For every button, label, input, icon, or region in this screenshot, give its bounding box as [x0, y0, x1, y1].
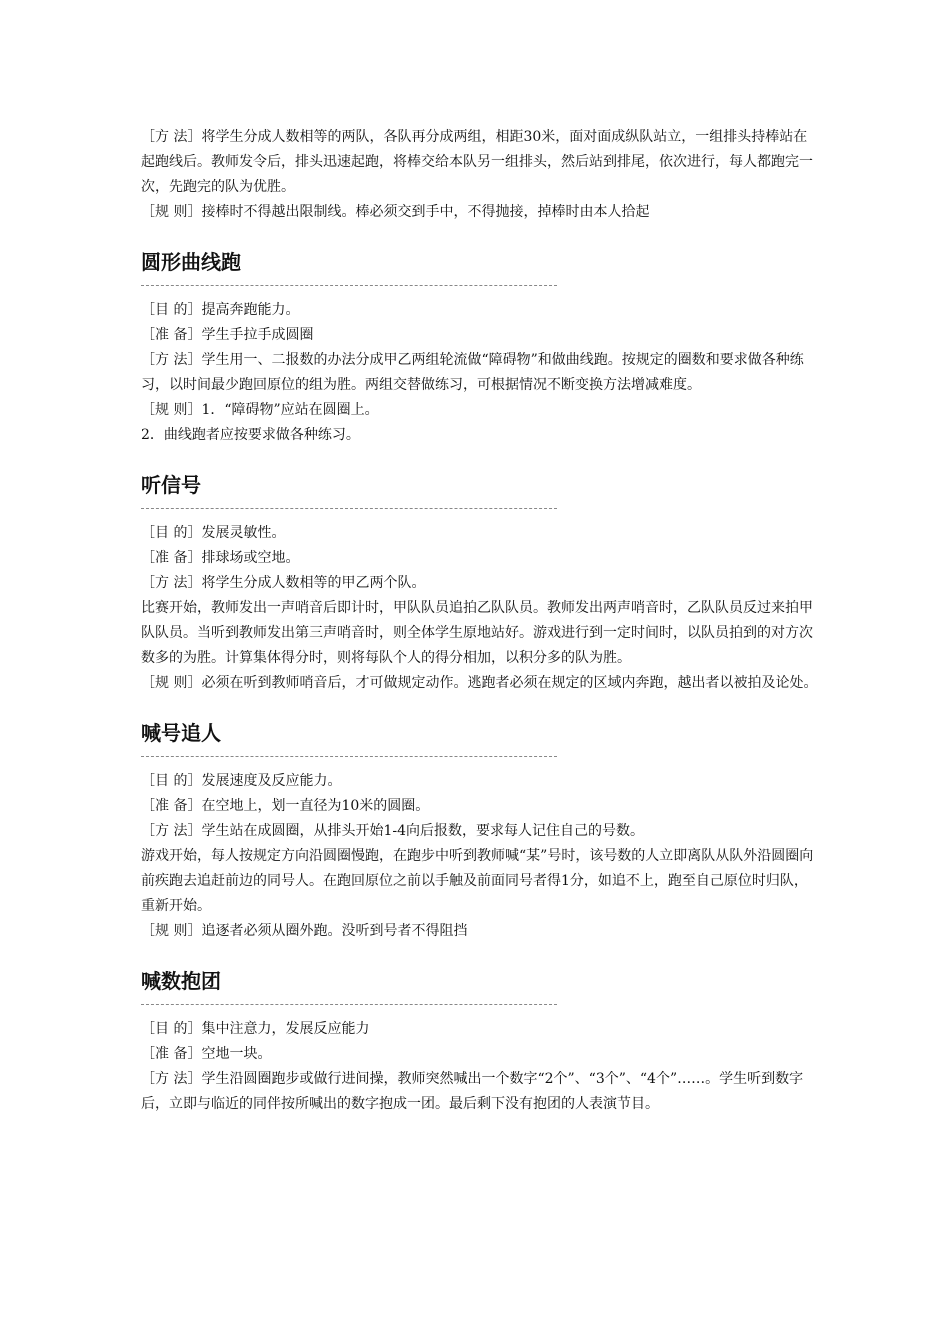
- intro-block: [141, 125, 821, 225]
- intro-rule: ［规 则］接棒时不得越出限制线。棒必须交到手中，不得抛接，掉棒时由本人拾起: [141, 204, 650, 220]
- paragraph: ［方 法］学生用一、二报数的办法分成甲乙两组轮流做“障碍物”和做曲线跑。按规定的圈数和要求做各种练习，以时间最少跑回原位的组为胜。两组交替做练习，可根据情况不断变换方法增减难度。: [141, 352, 804, 393]
- paragraph: 游戏开始，每人按规定方向沿圆圈慢跑，在跑步中听到教师喊“某”号时，该号数的人立即离队从队外沿圆圈向前疾跑去追赶前边的同号人。在跑回原位之前以手触及前面同号者得1分，如追不上，跑至自己原位时归队，重新开始。: [141, 848, 814, 914]
- dashed-divider: [141, 508, 557, 509]
- paragraph: ［目 的］发展速度及反应能力。: [141, 773, 342, 789]
- section-title: 喊数抱团: [141, 969, 221, 993]
- paragraph: ［方 法］学生沿圆圈跑步或做行进间操，教师突然喊出一个数字“2个”、“3个”、“4个”……。学生听到数字后，立即与临近的同伴按所喊出的数字抱成一团。最后剩下没有抱团的人表演节目。: [141, 1071, 804, 1112]
- section-title: 圆形曲线跑: [141, 250, 241, 274]
- paragraph: ［目 的］集中注意力，发展反应能力: [141, 1021, 370, 1037]
- document-page: [141, 125, 821, 1117]
- paragraph: ［目 的］发展灵敏性。: [141, 525, 286, 541]
- paragraph: ［准 备］排球场或空地。: [141, 550, 300, 566]
- paragraph: ［准 备］学生手拉手成圆圈: [141, 327, 314, 343]
- dashed-divider: [141, 756, 557, 757]
- paragraph: ［方 法］将学生分成人数相等的甲乙两个队。: [141, 575, 426, 591]
- section-title: 喊号追人: [141, 721, 221, 745]
- intro-method: ［方 法］将学生分成人数相等的两队，各队再分成两组，相距30米，面对面成纵队站立，一组排头持棒站在起跑线后。教师发令后，排头迅速起跑，将棒交给本队另一组排头，然后站到排尾，依次进行，每人都跑完一次，先跑完的队为优胜。: [141, 129, 813, 195]
- section-circle-curve-run: [141, 249, 821, 448]
- paragraph: 2．曲线跑者应按要求做各种练习。: [141, 427, 360, 443]
- paragraph: ［规 则］必须在听到教师哨音后，才可做规定动作。逃跑者必须在规定的区域内奔跑，越出者以被拍及论处。: [141, 675, 818, 691]
- paragraph: 比赛开始，教师发出一声哨音后即计时，甲队队员追拍乙队队员。教师发出两声哨音时，乙队队员反过来拍甲队队员。当听到教师发出第三声哨音时，则全体学生原地站好。游戏进行到一定时间时，以队员拍到的对方次数多的为胜。计算集体得分时，则将每队个人的得分相加，以积分多的队为胜。: [141, 600, 813, 666]
- section-call-number-hug: [141, 968, 821, 1117]
- paragraph: ［准 备］空地一块。: [141, 1046, 272, 1062]
- section-title: 听信号: [141, 473, 201, 497]
- paragraph: ［规 则］1．“障碍物”应站在圆圈上。: [141, 402, 379, 418]
- section-call-number-chase: [141, 720, 821, 944]
- paragraph: ［规 则］追逐者必须从圈外跑。没听到号者不得阻挡: [141, 923, 468, 939]
- dashed-divider: [141, 285, 557, 286]
- section-listen-signal: [141, 472, 821, 696]
- paragraph: ［准 备］在空地上，划一直径为10米的圆圈。: [141, 798, 430, 814]
- dashed-divider: [141, 1004, 557, 1005]
- paragraph: ［目 的］提高奔跑能力。: [141, 302, 300, 318]
- paragraph: ［方 法］学生站在成圆圈，从排头开始1-4向后报数，要求每人记住自己的号数。: [141, 823, 644, 839]
